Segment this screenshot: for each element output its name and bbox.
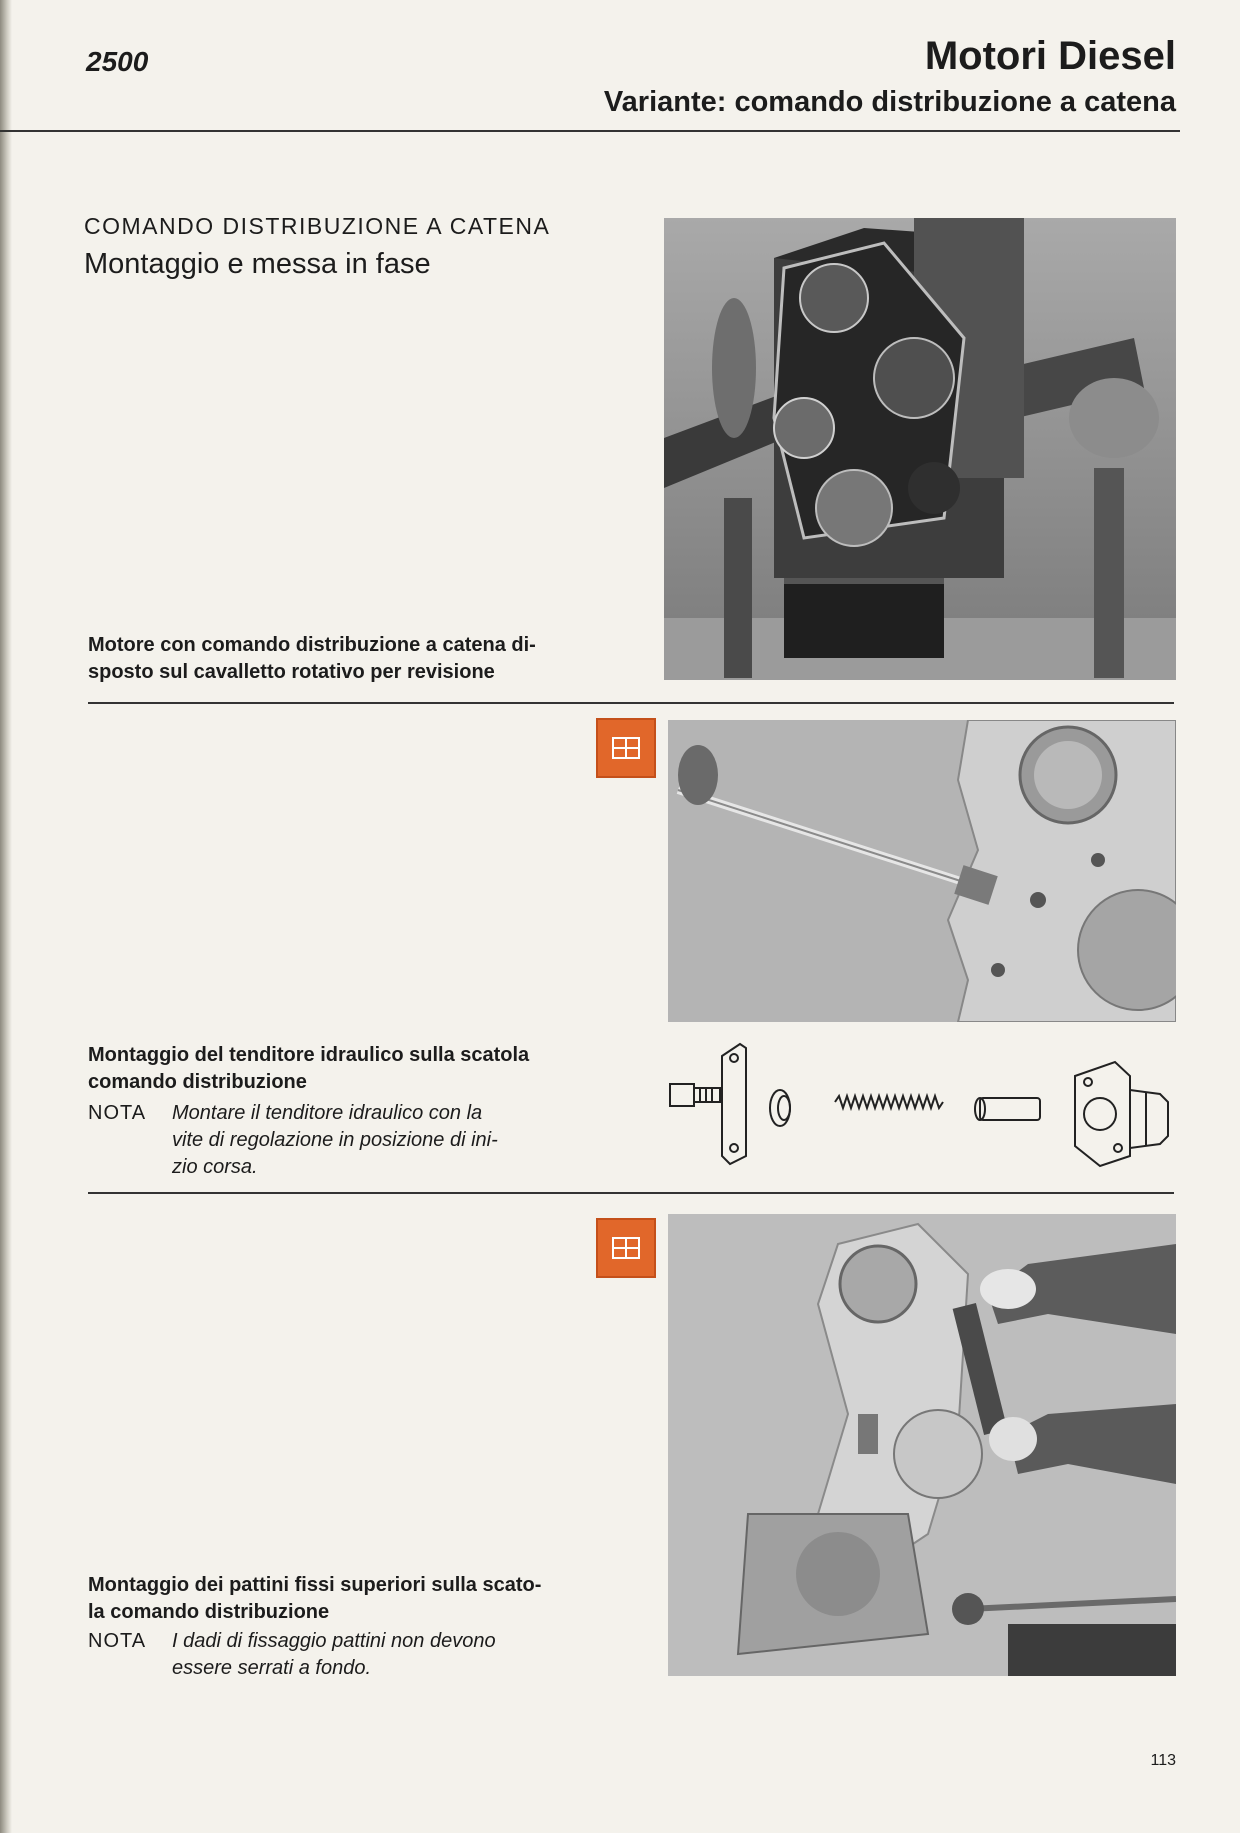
section-heading: COMANDO DISTRIBUZIONE A CATENA bbox=[84, 213, 551, 239]
binding-edge bbox=[0, 0, 12, 1833]
page-number: 113 bbox=[1150, 1752, 1176, 1769]
special-tool-icon bbox=[596, 1218, 656, 1278]
engine-on-stand-photo bbox=[664, 218, 1176, 680]
step-2-note-line-2: vite di regolazione in posizione di ini- bbox=[172, 1129, 498, 1151]
step-2-caption-line-2: comando distribuzione bbox=[88, 1071, 307, 1093]
page-title: Motori Diesel bbox=[924, 34, 1176, 78]
step-3-caption-line-1: Montaggio dei pattini fissi superiori sulla scato- bbox=[88, 1574, 542, 1596]
fixed-pads-mounting-illustration bbox=[668, 1214, 1176, 1676]
tensioner-mounting-illustration bbox=[668, 720, 1176, 1022]
step-3-caption-line-2: la comando distribuzione bbox=[88, 1601, 330, 1623]
tensioner-exploded-diagram bbox=[660, 1036, 1180, 1176]
step-2-note-line-1: Montare il tenditore idraulico con la bbox=[172, 1102, 483, 1124]
header-divider bbox=[0, 130, 1180, 132]
step-2-note-text bbox=[172, 1100, 568, 1181]
tensioner-mounting-photo bbox=[668, 720, 1176, 1022]
model-code: 2500 bbox=[86, 46, 149, 77]
special-tool-icon bbox=[596, 718, 656, 778]
step-2-note-line-3: zio corsa. bbox=[172, 1156, 258, 1178]
step-3-note-line-1: I dadi di fissaggio pattini non devono bbox=[172, 1630, 496, 1652]
fixed-pads-mounting-photo bbox=[668, 1214, 1176, 1676]
step-1-caption-line-2: sposto sul cavalletto rotativo per revisione bbox=[88, 661, 495, 683]
step-3-note bbox=[88, 1628, 568, 1682]
engine-on-stand-illustration bbox=[664, 218, 1176, 680]
step-1-caption bbox=[88, 632, 568, 686]
step-3-note-line-2: essere serrati a fondo. bbox=[172, 1657, 371, 1679]
step-2-note bbox=[88, 1100, 568, 1181]
step-1-divider bbox=[88, 702, 1174, 704]
step-2-divider bbox=[88, 1192, 1174, 1194]
section-title: Montaggio e messa in fase bbox=[84, 248, 431, 280]
page-subtitle: Variante: comando distribuzione a catena bbox=[603, 86, 1176, 118]
step-2-caption bbox=[88, 1042, 568, 1096]
step-3-note-text bbox=[172, 1628, 568, 1682]
step-2-caption-line-1: Montaggio del tenditore idraulico sulla scatola bbox=[88, 1044, 530, 1066]
step-3-note-label: NOTA bbox=[88, 1630, 147, 1652]
step-1-caption-line-1: Motore con comando distribuzione a catena di- bbox=[88, 634, 536, 656]
step-2-note-label: NOTA bbox=[88, 1102, 147, 1124]
step-3-caption bbox=[88, 1572, 568, 1626]
